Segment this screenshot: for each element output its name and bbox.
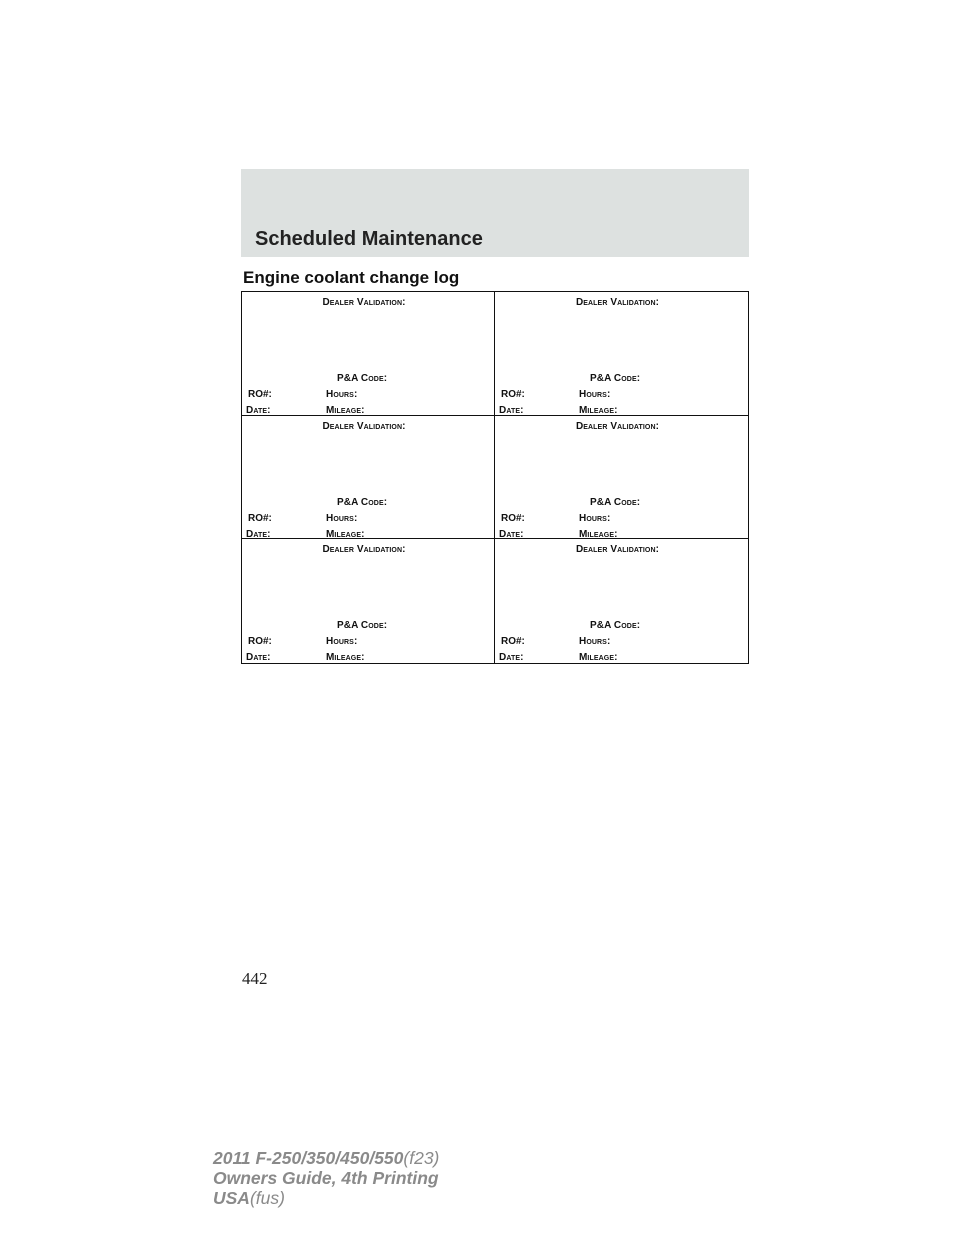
hours-label: Hours: <box>326 636 358 648</box>
pa-code-label: P&A Code: <box>590 620 641 632</box>
mileage-label: Mileage: <box>579 528 618 540</box>
ro-label: RO#: <box>248 389 272 400</box>
date-label: Date: <box>499 652 524 664</box>
dealer-validation-label: Dealer Validation: <box>575 297 660 308</box>
coolant-change-log-table <box>241 291 749 664</box>
ro-label: RO#: <box>501 512 525 524</box>
hours-label: Hours: <box>579 512 611 524</box>
mileage-label: Mileage: <box>579 405 618 416</box>
ro-label: RO#: <box>501 389 525 400</box>
footer-market: USA <box>213 1188 250 1208</box>
mileage-label: Mileage: <box>326 652 365 664</box>
page-number: 442 <box>242 969 268 988</box>
log-entry-cell <box>242 416 495 540</box>
footer-line-3 <box>213 1188 439 1208</box>
footer-model-code: (f23) <box>403 1148 440 1168</box>
pa-code-label: P&A Code: <box>337 496 388 508</box>
date-label: Date: <box>246 528 271 540</box>
document-footer <box>213 1148 439 1208</box>
dealer-validation-label: Dealer Validation: <box>575 420 660 432</box>
pa-code-label: P&A Code: <box>590 373 641 384</box>
log-entry-cell <box>495 539 748 663</box>
log-title: Engine coolant change log <box>243 268 460 287</box>
hours-label: Hours: <box>579 636 611 648</box>
hours-label: Hours: <box>579 389 611 400</box>
footer-market-code: (fus) <box>249 1188 285 1208</box>
date-label: Date: <box>499 405 524 416</box>
footer-model: 2011 F-250/350/450/550 <box>213 1148 404 1168</box>
mileage-label: Mileage: <box>326 528 365 540</box>
ro-label: RO#: <box>248 636 272 648</box>
pa-code-label: P&A Code: <box>337 373 388 384</box>
footer-edition: Owners Guide, 4th Printing <box>213 1168 439 1188</box>
log-entry-cell <box>495 292 748 416</box>
dealer-validation-label: Dealer Validation: <box>322 420 406 432</box>
dealer-validation-label: Dealer Validation: <box>575 544 660 556</box>
section-title: Scheduled Maintenance <box>255 228 483 250</box>
footer-line-1 <box>213 1148 439 1168</box>
pa-code-label: P&A Code: <box>337 620 388 632</box>
log-entry-cell <box>495 416 748 540</box>
footer-line-2 <box>213 1168 439 1188</box>
log-entry-cell <box>242 292 495 416</box>
hours-label: Hours: <box>326 389 358 400</box>
log-entry-cell <box>242 539 495 663</box>
dealer-validation-label: Dealer Validation: <box>322 544 406 556</box>
hours-label: Hours: <box>326 512 358 524</box>
ro-label: RO#: <box>501 636 525 648</box>
dealer-validation-label: Dealer Validation: <box>322 297 406 308</box>
mileage-label: Mileage: <box>326 405 365 416</box>
pa-code-label: P&A Code: <box>590 496 641 508</box>
mileage-label: Mileage: <box>579 652 618 664</box>
date-label: Date: <box>499 528 524 540</box>
date-label: Date: <box>246 405 271 416</box>
ro-label: RO#: <box>248 512 272 524</box>
date-label: Date: <box>246 652 271 664</box>
